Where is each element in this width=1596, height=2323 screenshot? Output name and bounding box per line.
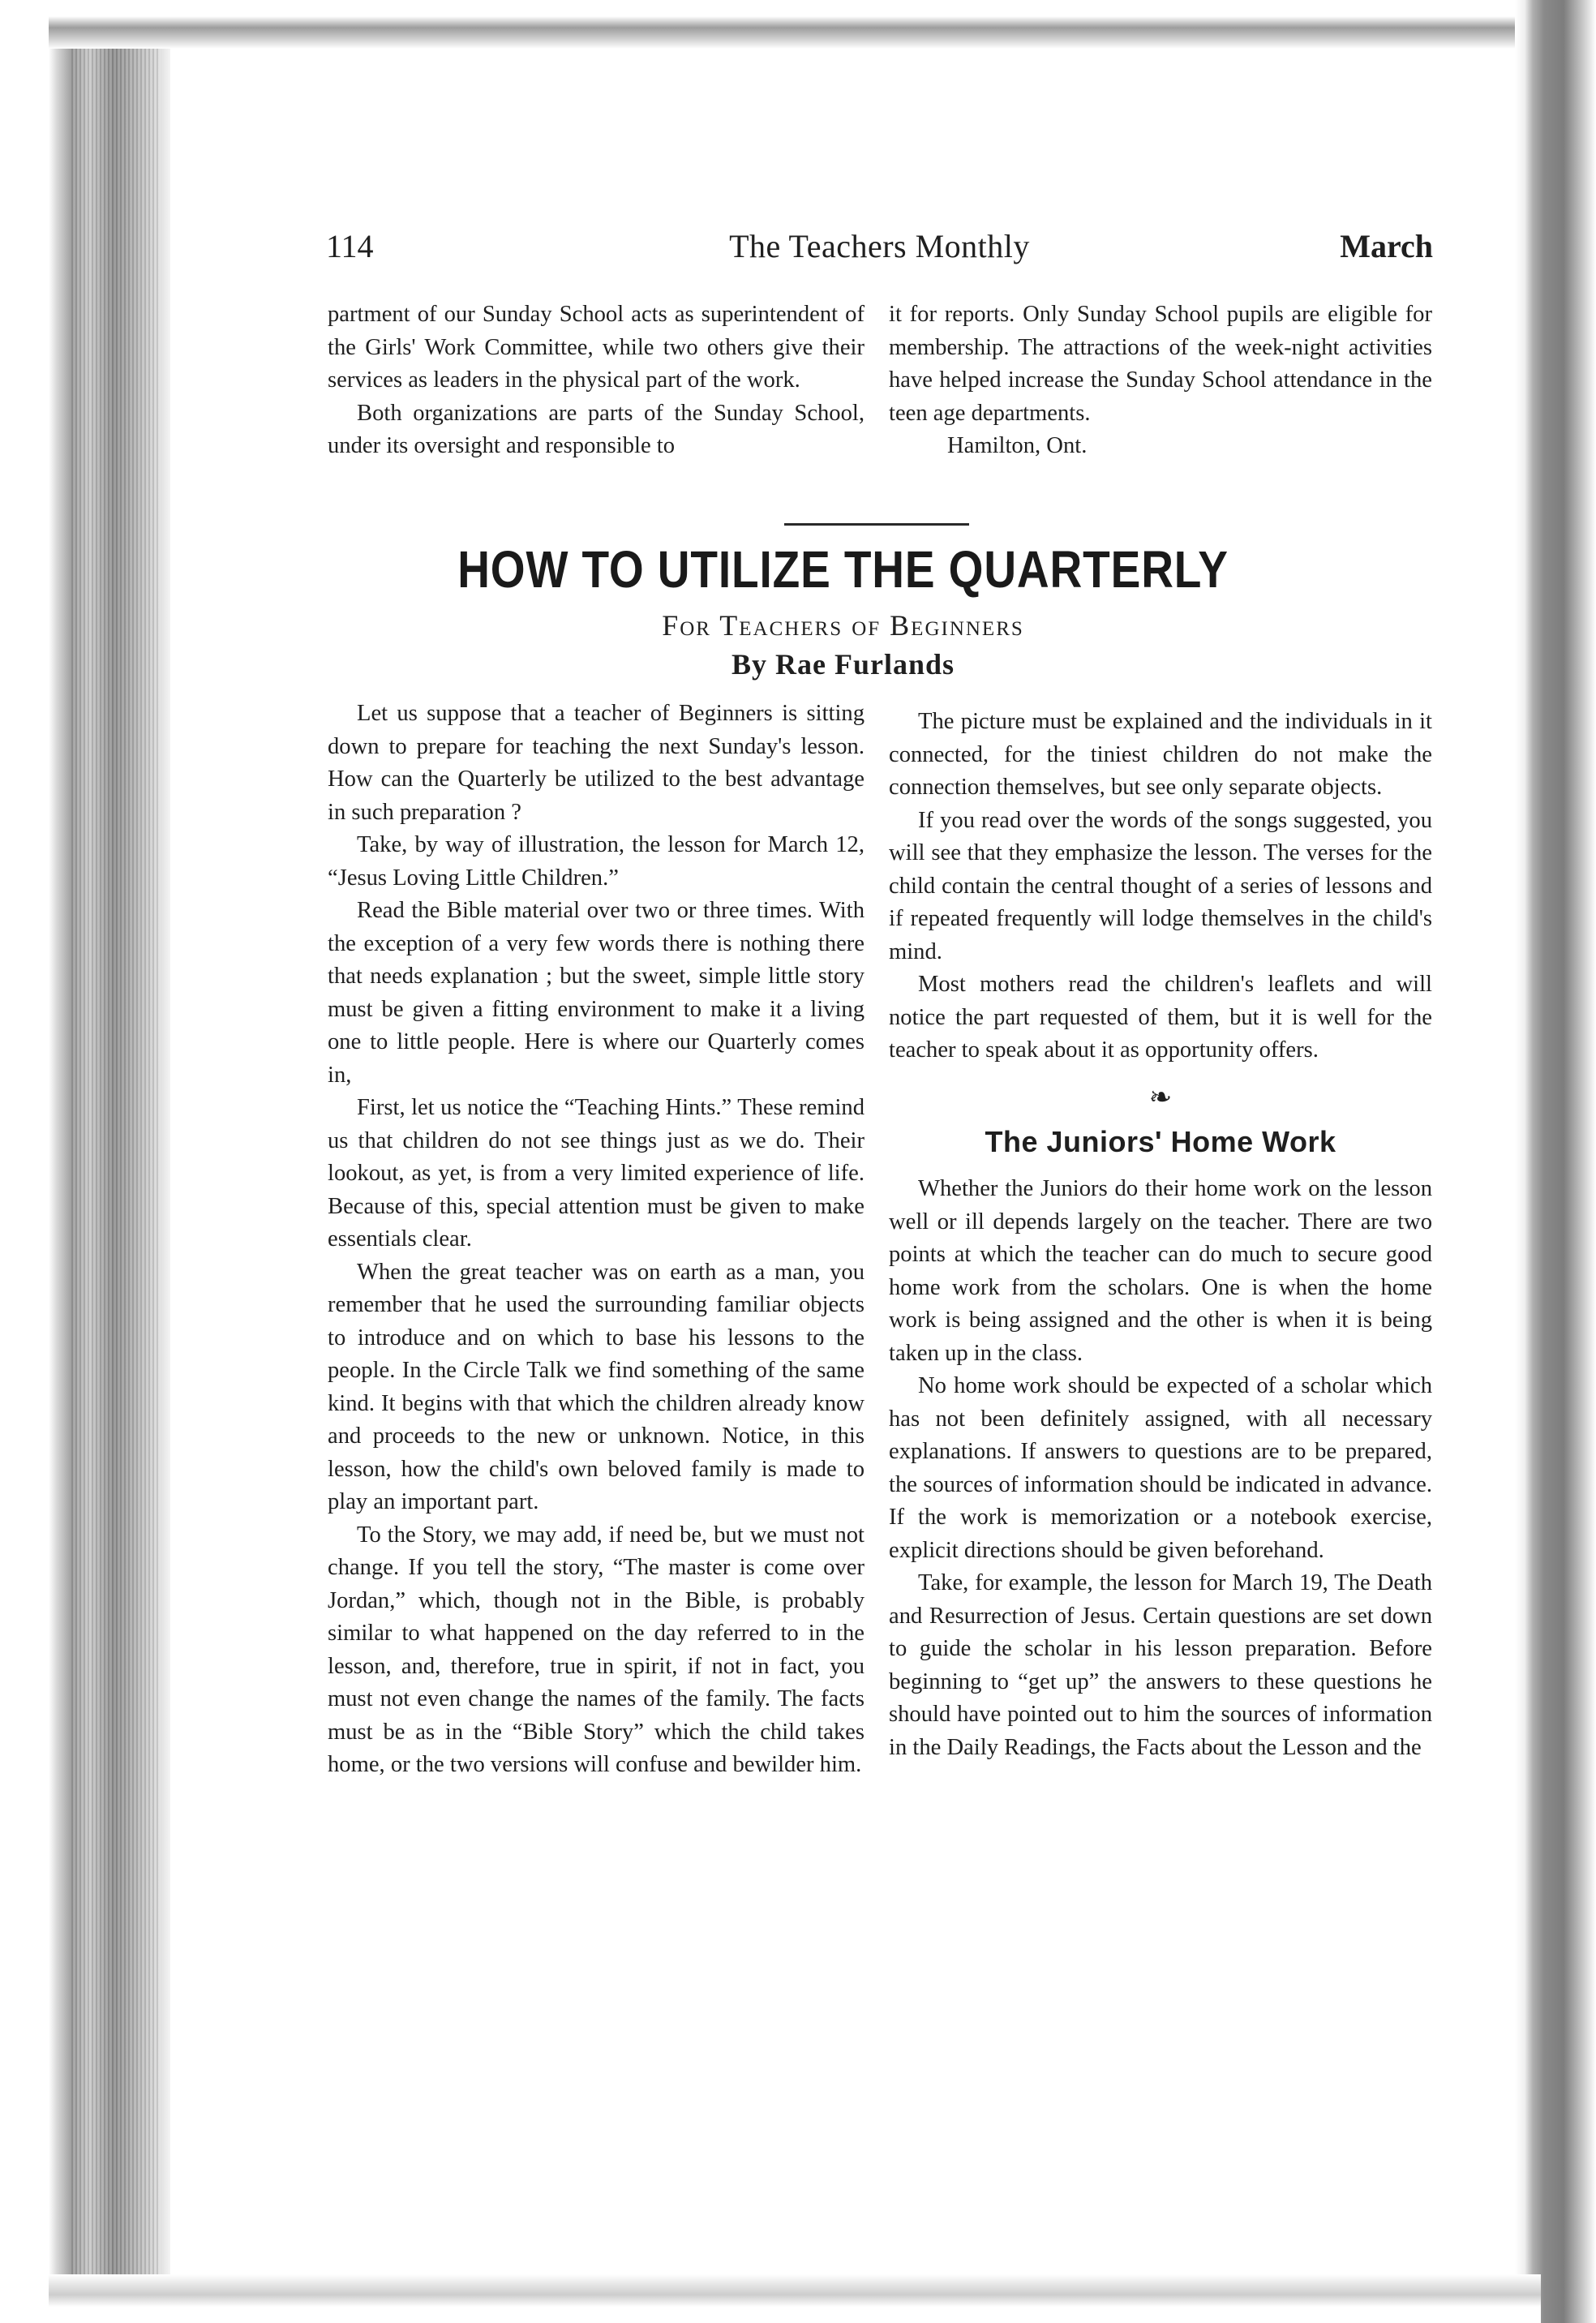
article-right-column	[889, 706, 1432, 1764]
paragraph: When the great teacher was on earth as a man, you remember that he used the surrounding familiar objects to introduce and on which to base his lessons to the people. In the Circle Talk we find something of the same kind. It begins with that which the children already know and proceeds to the new or unknown. Notice, in this lesson, how the child's own beloved family is made to play an important part.	[328, 1259, 865, 1514]
fleuron-icon: ❧	[1148, 1082, 1173, 1113]
paragraph: Most mothers read the children's leaflets and will notice the part requested of them, but it is well for the teacher to speak about it as opportunity offers.	[889, 972, 1432, 1063]
scan-bottom-edge	[49, 2274, 1541, 2323]
section-heading: The Juniors' Home Work	[985, 1124, 1336, 1158]
paragraph: Both organizations are parts of the Sunday School, under its oversight and responsible to	[328, 400, 865, 458]
section-divider	[784, 523, 969, 526]
paragraph: Take, for example, the lesson for March 19, The Death and Resurrection of Jesus. Certain questions are set down to guide the scholar in his lesson preparation. Before beginning to “get up” the answers to these questions he should have pointed out to him the sources of information in the Daily Readings, the Facts about the Lesson and the	[889, 1570, 1432, 1760]
article-byline: By Rae Furlands	[731, 648, 955, 681]
paragraph: Read the Bible material over two or three times. With the exception of a very few words there is nothing there that needs explanation ; but the sweet, simple little story must be given a fitting environment to make it a living one to little people. Here is where our Quarterly comes in,	[328, 898, 865, 1088]
scan-right-edge	[1515, 0, 1596, 2323]
paragraph: Take, by way of illustration, the lesson for March 12, “Jesus Loving Little Children.”	[328, 832, 865, 891]
signature: Hamilton, Ont.	[947, 433, 1088, 458]
page	[172, 49, 1514, 2274]
paragraph: If you read over the words of the songs suggested, you will see that they emphasize the lesson. The verses for the child contain the central thought of a series of lessons and if repeated frequently will lodge themselves in the child's mind.	[889, 807, 1432, 964]
article-subtitle: For Teachers of Beginners	[662, 609, 1024, 642]
article-title: HOW TO UTILIZE THE QUARTERLY	[457, 540, 1229, 599]
page-number: 114	[326, 228, 374, 264]
paragraph: it for reports. Only Sunday School pupils are eligible for membership. The attractions of the week-night activities have helped increase the Sunday School attendance in the teen age departments.	[889, 302, 1432, 426]
journal-title: The Teachers Monthly	[729, 228, 1030, 264]
paragraph: Whether the Juniors do their home work on the lesson well or ill depends largely on the teacher. There are two points at which the teacher can do much to secure good home work from the scholars. One is when the home work is being assigned and the other is when it is being taken up in the class.	[889, 1176, 1432, 1366]
scan-top-edge	[49, 0, 1541, 49]
paragraph: Let us suppose that a teacher of Beginners is sitting down to prepare for teaching the next Sunday's lesson. How can the Quarterly be utilized to the best advantage in such preparation ?	[328, 701, 865, 825]
continued-right-column	[889, 298, 1432, 463]
issue-month: March	[1340, 228, 1433, 264]
paragraph: partment of our Sunday School acts as superintendent of the Girls' Work Committee, while two others give their services as leaders in the physical part of the work.	[328, 302, 865, 393]
paragraph: The picture must be explained and the individuals in it connected, for the tiniest children do not make the connection themselves, but see only separate objects.	[889, 709, 1432, 800]
continued-left-column	[328, 298, 865, 463]
running-head	[326, 227, 1433, 276]
paragraph: First, let us notice the “Teaching Hints.” These remind us that children do not see things just as we do. Their lookout, as yet, is from a very limited experience of life. Because of this, special attention must be given to make essentials clear.	[328, 1095, 865, 1252]
book-binding-edge	[0, 0, 170, 2323]
article-left-column	[328, 698, 865, 1782]
paragraph: No home work should be expected of a scholar which has not been definitely assigned, with all necessary explanations. If answers to questions are to be prepared, the sources of information should be indicated in advance. If the work is memorization or a notebook exercise, explicit directions should be given beforehand.	[889, 1373, 1432, 1563]
paragraph: To the Story, we may add, if need be, but we must not change. If you tell the story, “The master is come over Jordan,” which, though not in the Bible, is probably similar to what happened on the day referred to in the lesson, and, therefore, true in spirit, if not in fact, you must not even change the names of the family. The facts must be as in the “Bible Story” which the child takes home, or the two versions will confuse and bewilder him.	[328, 1522, 865, 1777]
